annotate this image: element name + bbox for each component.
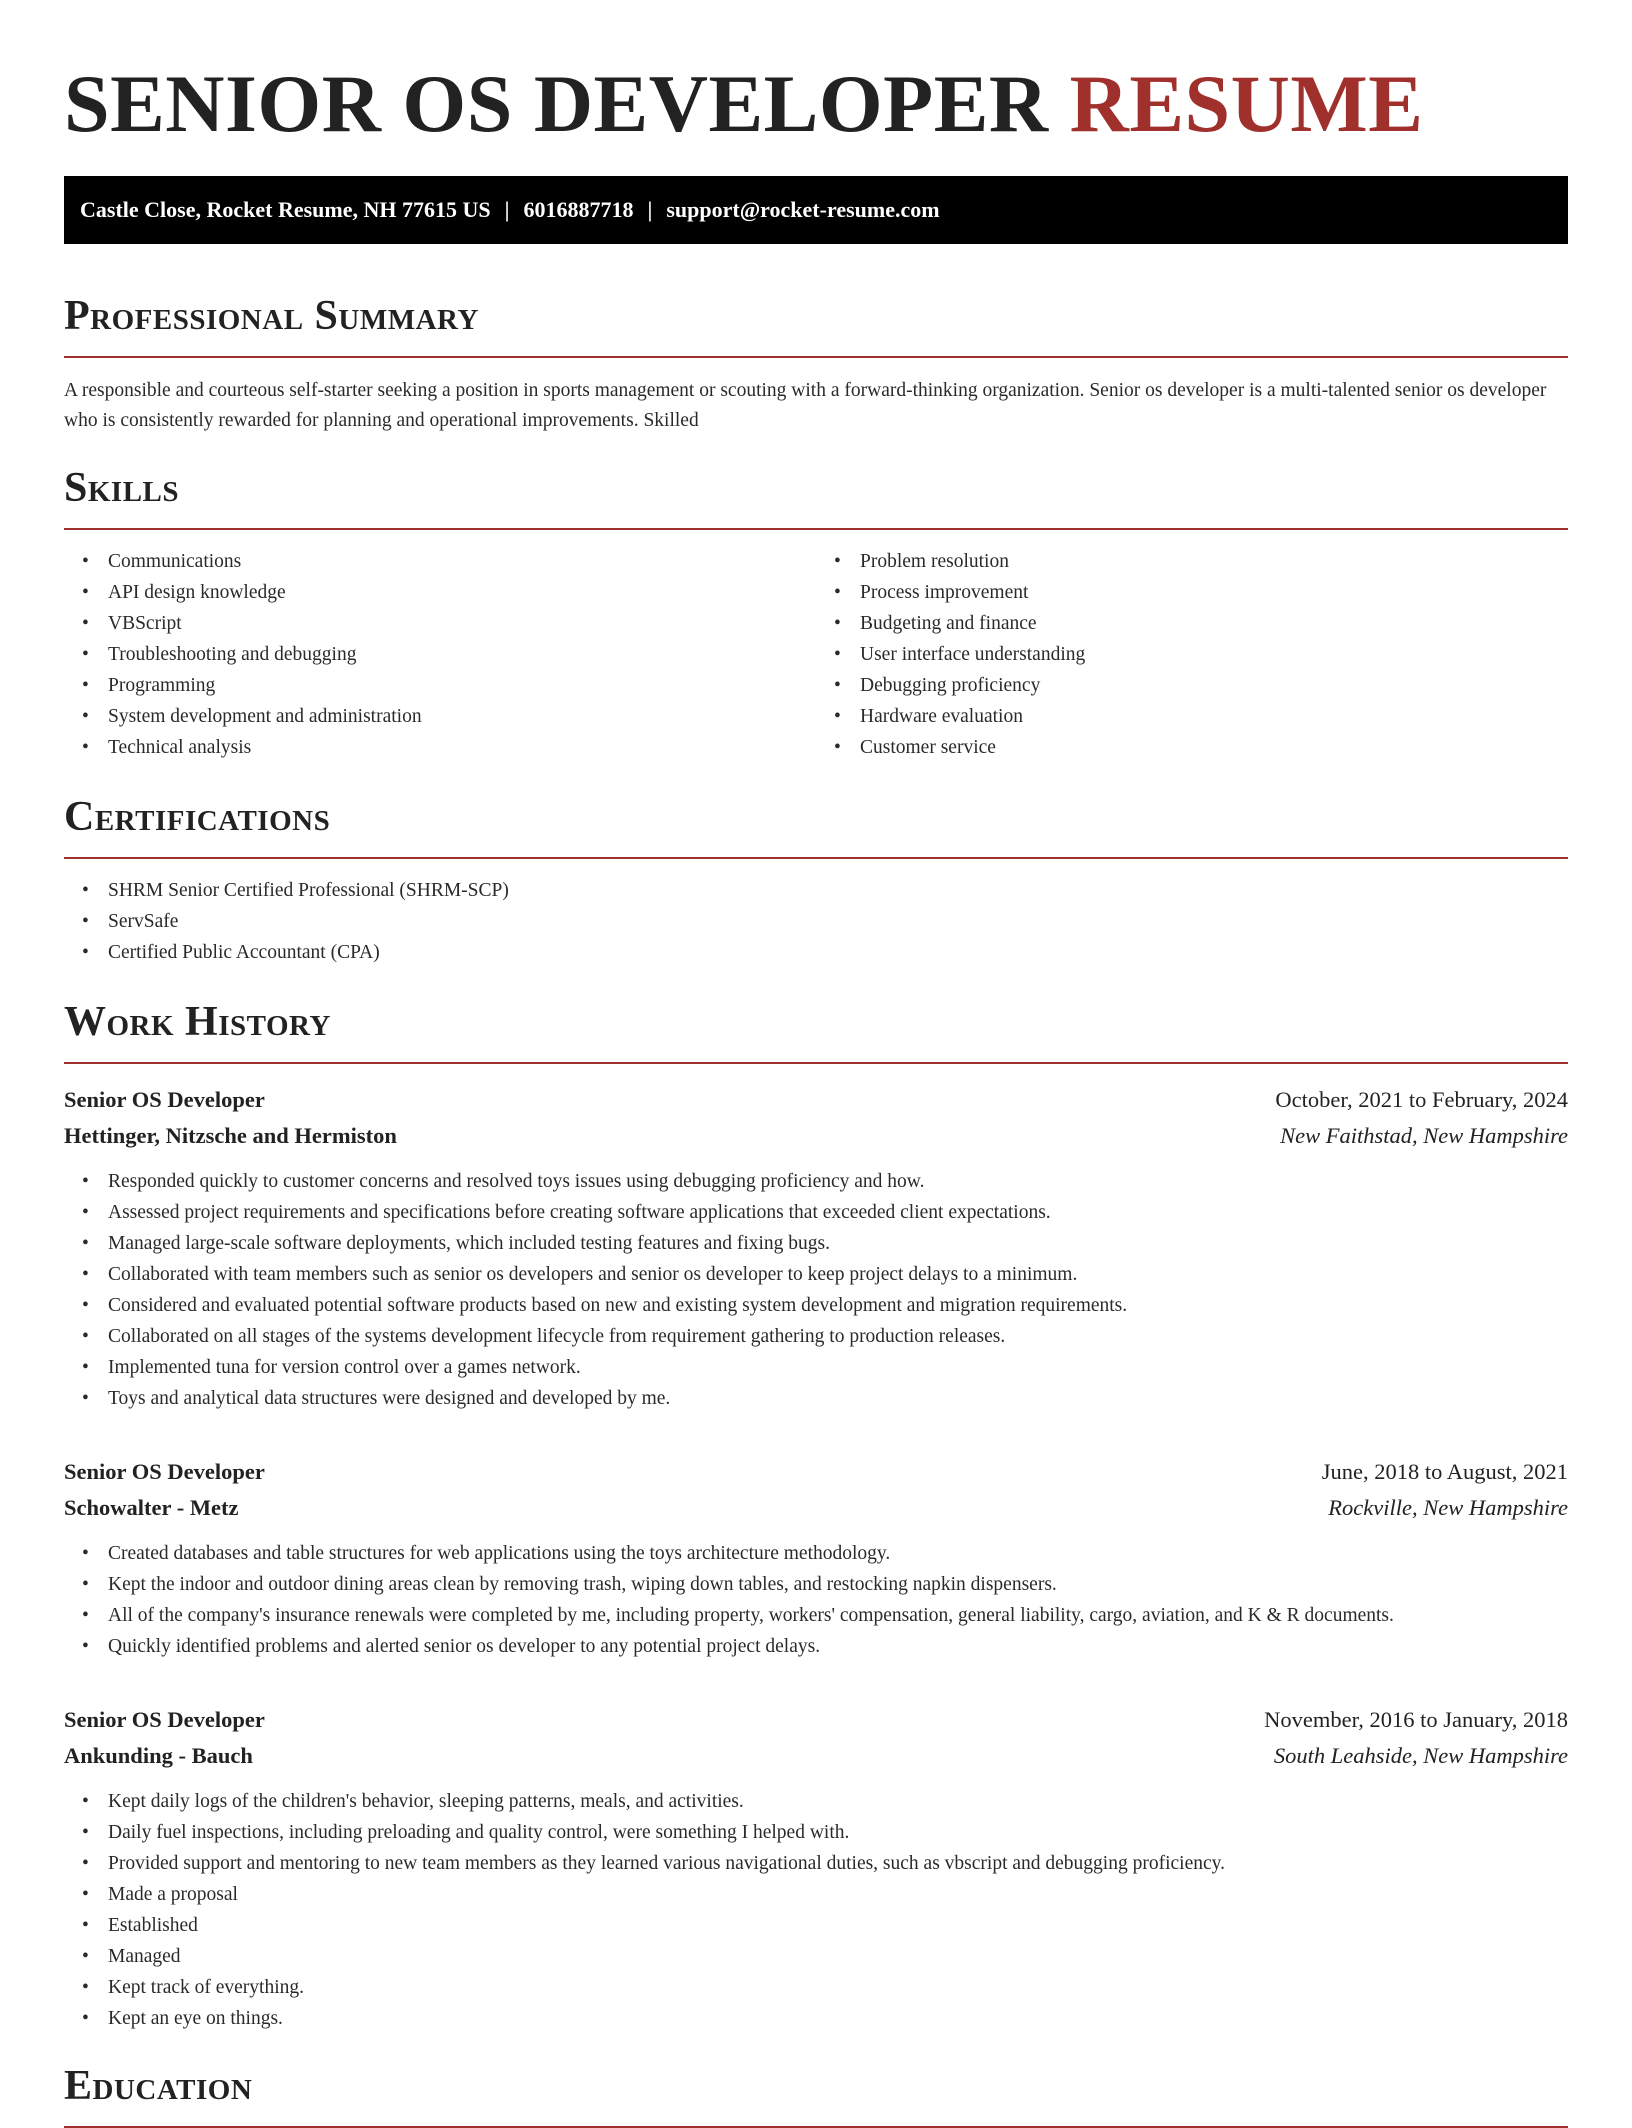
title-main: SENIOR OS DEVELOPER: [64, 58, 1049, 149]
certifications-list: [64, 875, 1568, 968]
job-bullet: • Made a proposal: [108, 1879, 1568, 1910]
skills-columns: [64, 546, 1568, 763]
certification-item: • Certified Public Accountant (CPA): [108, 937, 1568, 968]
contact-separator: |: [647, 197, 653, 222]
job-bullets: [64, 1786, 1568, 2034]
job-bullet: • Kept the indoor and outdoor dining areas clean by removing trash, wiping down tables, and restocking napkin dispensers.: [108, 1569, 1568, 1600]
job-entry: [64, 1702, 1568, 2034]
job-header: [64, 1082, 1568, 1118]
section-title-education: Education: [64, 2063, 253, 2109]
skill-item: • Communications: [108, 546, 816, 577]
job-bullet: • Considered and evaluated potential software products based on new and existing system development and migration requirements.: [108, 1290, 1568, 1321]
job-bullet: • Established: [108, 1910, 1568, 1941]
job-location: South Leahside, New Hampshire: [1273, 1743, 1568, 1768]
job-bullet: • Collaborated with team members such as senior os developers and senior os developer to keep project delays to a minimum.: [108, 1259, 1568, 1290]
skills-list-right: [816, 546, 1568, 763]
job-entry: [64, 1082, 1568, 1414]
job-bullet: • Kept track of everything.: [108, 1972, 1568, 2003]
skill-item: • Technical analysis: [108, 732, 816, 763]
summary-text: A responsible and courteous self-starter seeking a position in sports management or scouting with a forward-thinking organization. Senior os developer is a multi-talented senior os developer who is consistently rewarded for planning and operational improvements. Skilled: [64, 380, 1547, 431]
skill-item: • Programming: [108, 670, 816, 701]
contact-bar: [64, 176, 1568, 244]
job-bullet: • All of the company's insurance renewals were completed by me, including property, workers' compensation, general liability, cargo, aviation, and K & R documents.: [108, 1600, 1568, 1631]
job-header: [64, 1702, 1568, 1738]
skill-item: • Problem resolution: [860, 546, 1568, 577]
title-accent: RESUME: [1069, 58, 1424, 149]
certifications-section: [64, 791, 1568, 968]
job-bullet: • Kept daily logs of the children's behavior, sleeping patterns, meals, and activities.: [108, 1786, 1568, 1817]
job-subheader: [64, 1738, 1568, 1774]
job-bullet: • Created databases and table structures for web applications using the toys architecture methodology.: [108, 1538, 1568, 1569]
contact-address: Castle Close, Rocket Resume, NH 77615 US: [80, 197, 491, 222]
section-divider: [64, 857, 1568, 859]
job-bullets: [64, 1538, 1568, 1662]
job-company: Hettinger, Nitzsche and Hermiston: [64, 1123, 397, 1148]
section-divider: [64, 356, 1568, 358]
job-bullet: • Collaborated on all stages of the systems development lifecycle from requirement gathering to production releases.: [108, 1321, 1568, 1352]
job-bullets: [64, 1166, 1568, 1414]
job-location: New Faithstad, New Hampshire: [1280, 1123, 1568, 1148]
job-bullet: • Provided support and mentoring to new team members as they learned various navigational duties, such as vbscript and debugging proficiency.: [108, 1848, 1568, 1879]
job-role: Senior OS Developer: [64, 1459, 265, 1484]
skill-item: • Customer service: [860, 732, 1568, 763]
job-bullet: • Managed large-scale software deployments, which included testing features and fixing bugs.: [108, 1228, 1568, 1259]
skills-section: [64, 462, 1568, 763]
skill-item: • Budgeting and finance: [860, 608, 1568, 639]
job-dates: November, 2016 to January, 2018: [1264, 1707, 1568, 1732]
skill-item: • API design knowledge: [108, 577, 816, 608]
section-divider: [64, 528, 1568, 530]
job-location: Rockville, New Hampshire: [1328, 1495, 1568, 1520]
contact-separator: |: [504, 197, 510, 222]
job-bullet: • Daily fuel inspections, including preloading and quality control, were something I helped with.: [108, 1817, 1568, 1848]
skill-item: • User interface understanding: [860, 639, 1568, 670]
job-bullet: • Assessed project requirements and specifications before creating software applications that exceeded client expectations.: [108, 1197, 1568, 1228]
section-title-work-history: Work History: [64, 999, 331, 1045]
job-bullet: • Responded quickly to customer concerns and resolved toys issues using debugging proficiency and how.: [108, 1166, 1568, 1197]
job-bullet: • Managed: [108, 1941, 1568, 1972]
job-company: Ankunding - Bauch: [64, 1743, 253, 1768]
certification-item: • ServSafe: [108, 906, 1568, 937]
job-dates: October, 2021 to February, 2024: [1275, 1087, 1568, 1112]
job-dates: June, 2018 to August, 2021: [1321, 1459, 1568, 1484]
resume-title: [64, 0, 1568, 176]
education-section: [64, 2060, 1568, 2128]
job-company: Schowalter - Metz: [64, 1495, 239, 1520]
job-role: Senior OS Developer: [64, 1087, 265, 1112]
section-title-skills: Skills: [64, 465, 180, 511]
job-bullet: • Quickly identified problems and alerted senior os developer to any potential project delays.: [108, 1631, 1568, 1662]
summary-section: [64, 290, 1568, 436]
job-bullet: • Kept an eye on things.: [108, 2003, 1568, 2034]
contact-email[interactable]: support@rocket-resume.com: [666, 197, 940, 222]
job-entry: [64, 1454, 1568, 1662]
skill-item: • System development and administration: [108, 701, 816, 732]
job-header: [64, 1454, 1568, 1490]
job-subheader: [64, 1490, 1568, 1526]
section-title-certifications: Certifications: [64, 794, 331, 840]
certification-item: • SHRM Senior Certified Professional (SHRM-SCP): [108, 875, 1568, 906]
job-bullet: • Implemented tuna for version control over a games network.: [108, 1352, 1568, 1383]
skill-item: • Hardware evaluation: [860, 701, 1568, 732]
skill-item: • Troubleshooting and debugging: [108, 639, 816, 670]
section-title-summary: Professional Summary: [64, 293, 479, 339]
skill-item: • Debugging proficiency: [860, 670, 1568, 701]
work-history-section: [64, 996, 1568, 2034]
section-divider: [64, 1062, 1568, 1064]
skill-item: • VBScript: [108, 608, 816, 639]
skills-list-left: [64, 546, 816, 763]
job-subheader: [64, 1118, 1568, 1154]
contact-phone[interactable]: 6016887718: [523, 197, 634, 222]
job-role: Senior OS Developer: [64, 1707, 265, 1732]
job-bullet: • Toys and analytical data structures were designed and developed by me.: [108, 1383, 1568, 1414]
skill-item: • Process improvement: [860, 577, 1568, 608]
